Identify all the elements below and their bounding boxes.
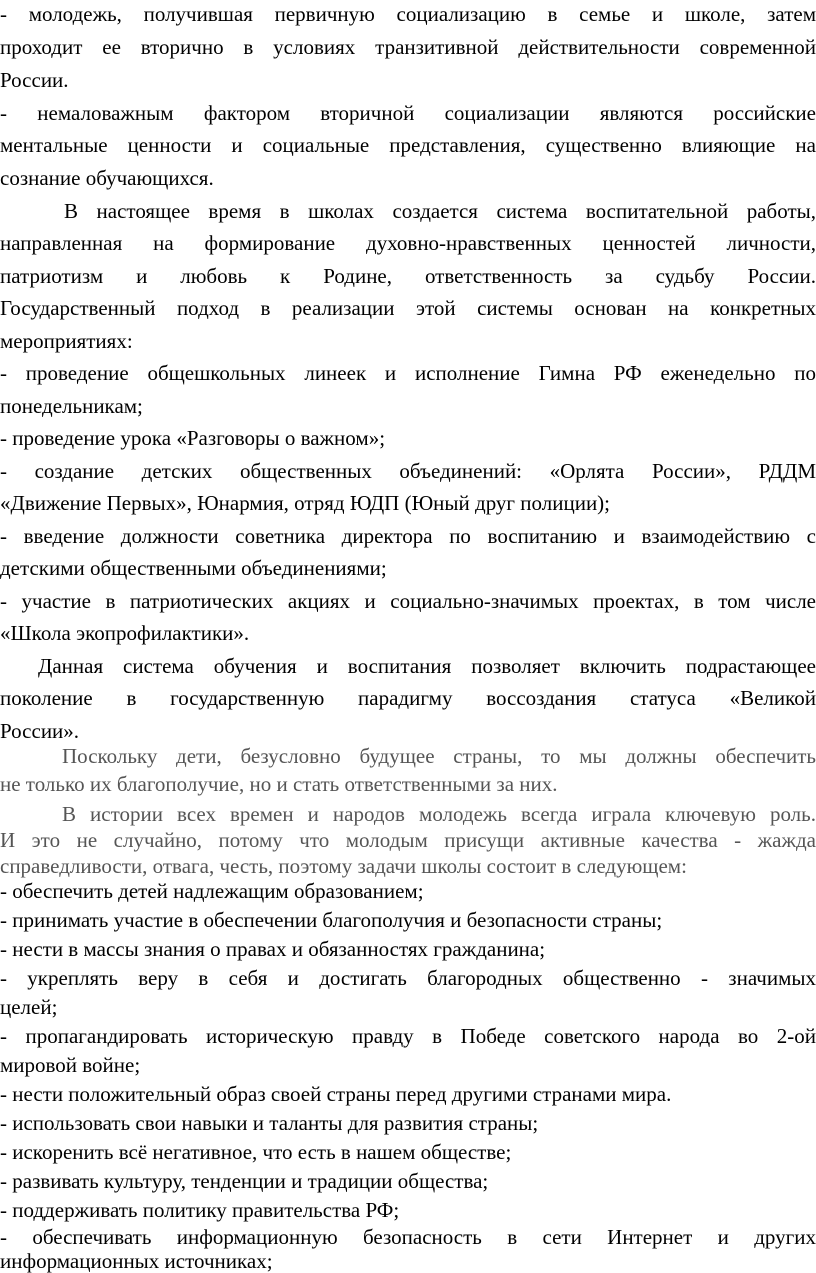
text-line: - нести в массы знания о правах и обязанностях гражданина;	[0, 937, 546, 961]
text-line: патриотизм и любовь к Родине, ответственность за судьбу России.	[0, 264, 816, 288]
text-line: мировой войне;	[0, 1053, 141, 1077]
text-line: детскими общественными объединениями;	[0, 556, 387, 580]
text-line: России.	[0, 68, 69, 92]
text-line: - немаловажным фактором вторичной социализации являются российские	[0, 101, 816, 125]
text-line: Данная система обучения и воспитания позволяет включить подрастающее	[38, 654, 816, 678]
text-line: - искоренить всё негативное, что есть в нашем обществе;	[0, 1140, 512, 1164]
text-line: ментальные ценности и социальные представления, существенно влияющие на	[0, 133, 816, 157]
text-line: информационных источниках;	[0, 1249, 273, 1273]
text-line: - пропагандировать историческую правду в Победе советского народа во 2-ой	[0, 1024, 816, 1048]
text-line: - обеспечивать информационную безопасность в сети Интернет и других	[0, 1225, 816, 1249]
text-line: - поддерживать политику правительства РФ;	[0, 1198, 400, 1222]
text-line: Поскольку дети, безусловно будущее страны, то мы должны обеспечить	[62, 744, 816, 768]
text-line: - принимать участие в обеспечении благополучия и безопасности страны;	[0, 908, 663, 932]
text-line: - использовать свои навыки и таланты для развития страны;	[0, 1111, 539, 1135]
text-line: целей;	[0, 995, 58, 1019]
text-line: России».	[0, 719, 80, 743]
text-line: не только их благополучие, но и стать ответственными за них.	[0, 772, 558, 796]
text-line: - укреплять веру в себя и достигать благородных общественно - значимых	[0, 966, 816, 990]
text-line: - обеспечить детей надлежащим образованием;	[0, 879, 424, 903]
text-line: И это не случайно, потому что молодым присущи активные качества - жажда	[0, 828, 816, 852]
text-line: - развивать культуру, тенденции и традиции общества;	[0, 1169, 489, 1193]
text-line: Государственный подход в реализации этой системы основан на конкретных	[0, 296, 816, 320]
text-line: поколение в государственную парадигму воссоздания статуса «Великой	[0, 686, 816, 710]
text-line: - нести положительный образ своей страны перед другими странами мира.	[0, 1082, 672, 1106]
text-line: понедельникам;	[0, 394, 143, 418]
text-line: В настоящее время в школах создается система воспитательной работы,	[64, 199, 816, 223]
text-line: В истории всех времен и народов молодежь всегда играла ключевую роль.	[62, 802, 816, 826]
text-line: направленная на формирование духовно-нравственных ценностей личности,	[0, 231, 816, 255]
text-line: - создание детских общественных объединений: «Орлята России», РДДМ	[0, 459, 816, 483]
text-line: справедливости, отвага, честь, поэтому задачи школы состоит в следующем:	[0, 854, 687, 878]
text-line: «Школа экопрофилактики».	[0, 621, 250, 645]
text-line: мероприятиях:	[0, 329, 133, 353]
text-line: проходит ее вторично в условиях транзитивной действительности современной	[0, 35, 816, 59]
text-line: - молодежь, получившая первичную социализацию в семье и школе, затем	[0, 2, 816, 26]
text-line: «Движение Первых», Юнармия, отряд ЮДП (Юный друг полиции);	[0, 491, 611, 515]
text-line: - проведение урока «Разговоры о важном»;	[0, 426, 386, 450]
text-line: - участие в патриотических акциях и социально-значимых проектах, в том числе	[0, 589, 816, 613]
text-line: - введение должности советника директора по воспитанию и взаимодействию с	[0, 524, 816, 548]
text-line: - проведение общешкольных линеек и исполнение Гимна РФ еженедельно по	[0, 361, 816, 385]
text-line: сознание обучающихся.	[0, 166, 214, 190]
